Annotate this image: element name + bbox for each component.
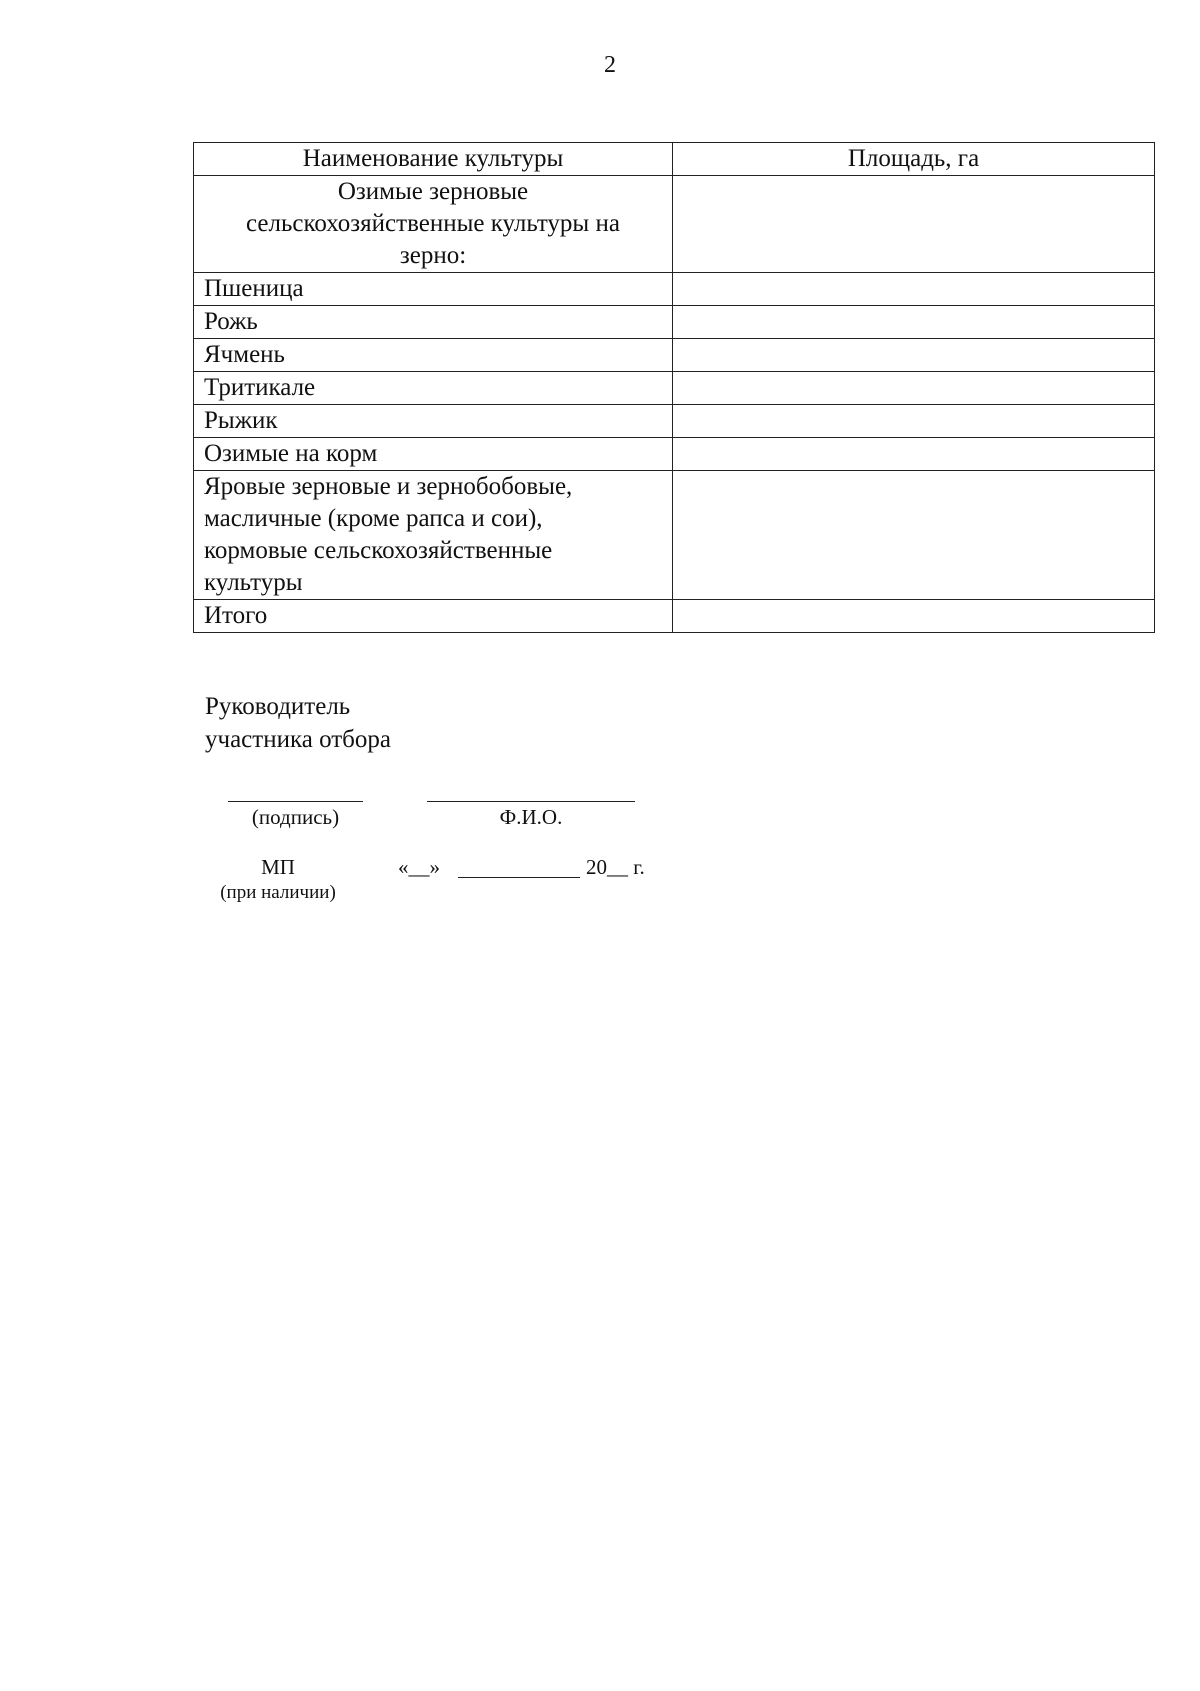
area-cell[interactable] bbox=[673, 339, 1155, 372]
full-name-caption: Ф.И.О. bbox=[499, 805, 563, 829]
table-row bbox=[194, 176, 1155, 273]
signature-caption: (подпись) bbox=[251, 805, 340, 829]
area-cell[interactable] bbox=[673, 471, 1155, 600]
table-row bbox=[194, 339, 1155, 372]
stamp-label: МП bbox=[261, 855, 295, 879]
crop-name-cell: Ячмень bbox=[194, 339, 673, 372]
area-cell[interactable] bbox=[673, 176, 1155, 273]
signatory-title bbox=[205, 690, 391, 756]
full-name-line[interactable] bbox=[427, 801, 635, 802]
crop-area-table bbox=[193, 142, 1155, 633]
table-header-row bbox=[194, 143, 1155, 176]
area-cell[interactable] bbox=[673, 372, 1155, 405]
crop-name-cell: Озимые на корм bbox=[194, 438, 673, 471]
signatory-title-line1: Руководитель bbox=[205, 693, 351, 720]
crop-name-cell: Яровые зерновые и зернобобовые, масличные (кроме рапса и сои), кормовые сельскохозяйственные культуры bbox=[194, 471, 673, 600]
area-cell[interactable] bbox=[673, 438, 1155, 471]
date-day-field[interactable]: «__» bbox=[398, 855, 440, 879]
area-cell[interactable] bbox=[673, 273, 1155, 306]
crop-name-cell: Рыжик bbox=[194, 405, 673, 438]
total-label-cell: Итого bbox=[194, 600, 673, 633]
table-row bbox=[194, 306, 1155, 339]
date-month-line[interactable] bbox=[458, 877, 580, 878]
page-number: 2 bbox=[604, 52, 616, 78]
signature-line[interactable] bbox=[228, 801, 363, 802]
total-area-cell[interactable] bbox=[673, 600, 1155, 633]
header-crop-name: Наименование культуры bbox=[194, 143, 673, 176]
table-row bbox=[194, 372, 1155, 405]
table-row bbox=[194, 471, 1155, 600]
table-row bbox=[194, 438, 1155, 471]
crop-name-cell: Озимые зерновые сельскохозяйственные культуры на зерно: bbox=[194, 176, 673, 273]
area-cell[interactable] bbox=[673, 405, 1155, 438]
crop-name-cell: Тритикале bbox=[194, 372, 673, 405]
table-row bbox=[194, 405, 1155, 438]
crop-name-cell: Пшеница bbox=[194, 273, 673, 306]
date-year-field[interactable]: 20__ г. bbox=[586, 855, 645, 879]
table-row-total bbox=[194, 600, 1155, 633]
header-area: Площадь, га bbox=[673, 143, 1155, 176]
signatory-title-line2: участника отбора bbox=[205, 726, 391, 753]
crop-name-cell: Рожь bbox=[194, 306, 673, 339]
stamp-note: (при наличии) bbox=[220, 882, 336, 903]
table-row bbox=[194, 273, 1155, 306]
area-cell[interactable] bbox=[673, 306, 1155, 339]
